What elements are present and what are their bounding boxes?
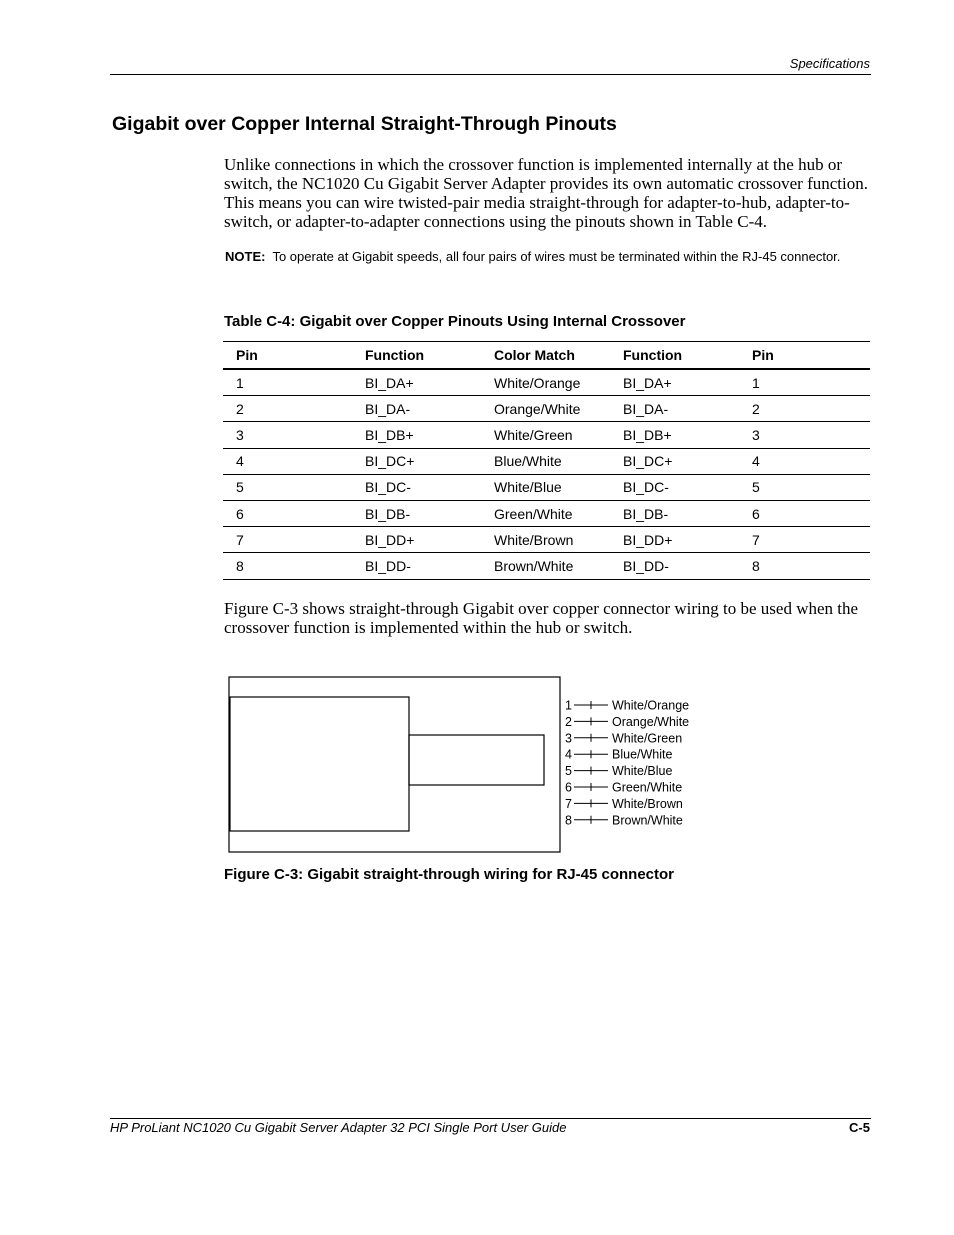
table-row	[223, 448, 870, 474]
section-title: Gigabit over Copper Internal Straight-Through Pinouts	[112, 113, 617, 135]
note-label: NOTE:	[225, 249, 266, 264]
page-number: C-5	[849, 1120, 870, 1135]
cell-function-right: BI_DB+	[623, 426, 672, 443]
table-caption: Table C-4: Gigabit over Copper Pinouts Using Internal Crossover	[224, 313, 686, 330]
cell-color-match: White/Orange	[494, 374, 581, 391]
pin-color-label: Blue/White	[612, 747, 673, 762]
cell-pin-right: 8	[752, 557, 760, 574]
cell-function-left: BI_DC+	[365, 453, 415, 470]
cell-pin-right: 1	[752, 374, 760, 391]
cell-function-left: BI_DD+	[365, 531, 415, 548]
cell-function-left: BI_DC-	[365, 479, 411, 496]
cell-function-left: BI_DD-	[365, 557, 411, 574]
cell-function-left: BI_DA+	[365, 374, 414, 391]
intro-paragraph: Unlike connections in which the crossover function is implemented internally at the hub or switch, the NC1020 Cu Gigabit Server Adapter provides its own automatic crossover function. This means you can wire twisted-pair media straight-through for adapter-to-hub, adapter-to-switch, or adapter-to-adapter connections using the pinouts shown in Table C-4.	[224, 155, 868, 231]
pin-number: 7	[565, 796, 572, 811]
cell-pin-right: 2	[752, 400, 760, 417]
cell-pin-left: 2	[236, 400, 244, 417]
cell-function-right: BI_DC+	[623, 453, 673, 470]
pin-number: 8	[565, 813, 572, 828]
cell-color-match: White/Brown	[494, 531, 574, 548]
cell-function-left: BI_DB+	[365, 426, 414, 443]
running-head: Specifications	[789, 56, 870, 71]
cell-pin-right: 5	[752, 479, 760, 496]
cell-function-right: BI_DA+	[623, 374, 672, 391]
pin-number: 4	[565, 747, 572, 762]
table-row	[223, 500, 870, 526]
cell-color-match: Blue/White	[494, 453, 562, 470]
cell-pin-right: 3	[752, 426, 760, 443]
header-color-match: Color Match	[481, 342, 610, 370]
pin-color-label: Orange/White	[612, 714, 690, 729]
figure-caption: Figure C-3: Gigabit straight-through wiring for RJ-45 connector	[224, 866, 675, 883]
cell-function-right: BI_DA-	[623, 400, 669, 417]
table-row	[223, 474, 870, 500]
wiring-diagram-svg	[228, 676, 708, 854]
pin-number: 5	[565, 764, 572, 779]
table-header-row	[223, 342, 870, 370]
pin-number: 1	[565, 698, 572, 713]
header-function-left: Function	[352, 342, 481, 370]
cell-pin-right: 6	[752, 505, 760, 522]
cell-pin-left: 7	[236, 531, 244, 548]
cell-pin-right: 4	[752, 453, 760, 470]
note-text: To operate at Gigabit speeds, all four pairs of wires must be terminated within the RJ-45 connector.	[272, 249, 841, 264]
cell-function-right: BI_DD+	[623, 531, 673, 548]
cell-color-match: Green/White	[494, 505, 573, 522]
header-rule	[110, 74, 871, 75]
pin-number: 6	[565, 780, 572, 795]
cell-color-match: Brown/White	[494, 557, 574, 574]
cell-pin-left: 4	[236, 453, 244, 470]
pin-color-label: White/Green	[612, 731, 683, 746]
pin-color-label: White/Blue	[612, 764, 673, 779]
connector-plug	[409, 735, 544, 785]
cell-color-match: White/Blue	[494, 479, 562, 496]
pin-color-label: White/Orange	[612, 698, 690, 713]
table-row	[223, 422, 870, 448]
cell-pin-left: 1	[236, 374, 244, 391]
figure-reference-paragraph: Figure C-3 shows straight-through Gigabit over copper connector wiring to be used when the crossover function is implemented within the hub or switch.	[224, 599, 859, 637]
pinout-table	[223, 341, 870, 580]
cell-pin-left: 3	[236, 426, 244, 443]
cell-color-match: Orange/White	[494, 400, 581, 417]
pin-list	[565, 699, 689, 828]
cell-function-left: BI_DA-	[365, 400, 411, 417]
pin-color-label: Green/White	[612, 780, 683, 795]
table-row	[223, 527, 870, 553]
connector-body	[230, 697, 409, 831]
cell-pin-left: 5	[236, 479, 244, 496]
cell-function-right: BI_DC-	[623, 479, 669, 496]
wiring-diagram	[228, 676, 708, 854]
pin-color-label: White/Brown	[612, 796, 683, 811]
table-row	[223, 369, 870, 396]
note	[225, 249, 865, 265]
footer-rule	[110, 1118, 871, 1119]
cell-pin-left: 8	[236, 557, 244, 574]
cell-color-match: White/Green	[494, 426, 573, 443]
header-pin-left: Pin	[223, 342, 352, 370]
header-function-right: Function	[610, 342, 739, 370]
footer-title: HP ProLiant NC1020 Cu Gigabit Server Adapter 32 PCI Single Port User Guide	[110, 1120, 567, 1135]
cell-pin-left: 6	[236, 505, 244, 522]
pin-color-label: Brown/White	[612, 813, 683, 828]
cell-pin-right: 7	[752, 531, 760, 548]
header-pin-right: Pin	[739, 342, 870, 370]
cell-function-right: BI_DB-	[623, 505, 669, 522]
table-row	[223, 553, 870, 579]
pin-number: 2	[565, 714, 572, 729]
cell-function-right: BI_DD-	[623, 557, 669, 574]
pin-number: 3	[565, 731, 572, 746]
table-row	[223, 396, 870, 422]
connector-outline	[229, 677, 560, 852]
cell-function-left: BI_DB-	[365, 505, 411, 522]
